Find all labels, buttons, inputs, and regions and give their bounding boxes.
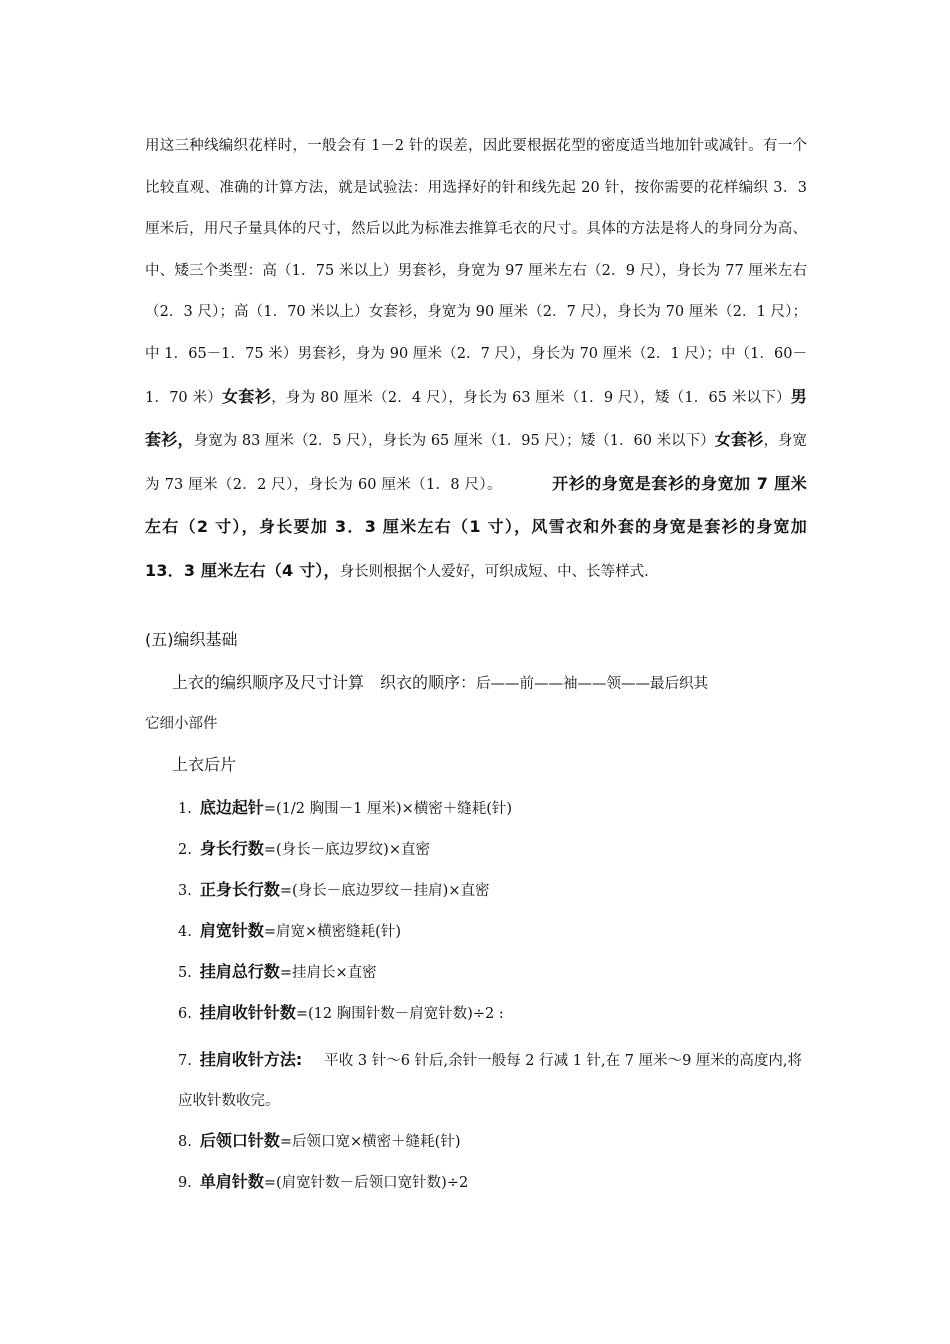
item-number: 5. <box>178 965 192 981</box>
item-formula: =后领口宽×横密＋缝耗(针) <box>279 1134 461 1150</box>
item-formula: =(身长－底边罗纹－挂肩)×直密 <box>279 883 490 899</box>
item-key: 底边起针 <box>199 798 264 817</box>
intro-text-4: ，身宽为 73 厘米（2．2 尺），身长为 60 厘米（1．8 尺）。 <box>145 433 808 493</box>
order-line <box>172 670 708 693</box>
list-item <box>178 795 512 818</box>
intro-text-5: 身长则根据个人爱好，可织成短、中、长等样式. <box>339 563 649 580</box>
intro-bold-4: 开衫的身宽是套衫的身宽加 7 厘米左右（2 寸），身长要加 3．3 厘米左右（1 寸），风雪衣和外套的身宽是套衫的身宽加 13．3 厘米左右（4 寸）， <box>145 473 807 580</box>
item-number: 1. <box>178 801 192 817</box>
item-key: 身长行数 <box>199 839 264 858</box>
intro-bold-3: 女套衫 <box>714 430 764 450</box>
order-text-2: 它细小部件 <box>145 716 218 732</box>
intro-paragraph <box>145 126 807 594</box>
item-number: 3. <box>178 883 192 899</box>
list-item <box>178 836 430 859</box>
intro-text-1: 用这三种线编织花样时，一般会有 1－2 针的误差，因此要根据花型的密度适当地加针或减针。有一个比较直观、准确的计算方法，就是试验法：用选择好的针和线先起 20 针，按你需要的花样编织 3．3 厘米后，用尺子量具体的尺寸，然后以此为标准去推算毛衣的尺寸。具体的方法是将人的身同分为高、中、矮三个类型：高（1．75 米以上）男套衫，身宽为 97 厘米左右（2．9 尺），身长为 77 厘米左右（2．3 尺）；高（1．70 米以上）女套衫，身宽为 90 厘米（2．7 尺），身长为 70 厘米（2．1 尺）；中 1．65－1．75 米）男套衫，身为 90 厘米（2．7 尺），身长为 70 厘米（2．1 尺）；中（1．60－1．70 米） <box>145 138 807 406</box>
item-formula: =(1/2 胸围－1 厘米)×横密＋缝耗(针) <box>263 801 513 817</box>
back-piece-heading: 上衣后片 <box>172 755 237 774</box>
list-item <box>178 877 489 900</box>
order-text-1: 后——前——袖——领——最后织其 <box>476 676 709 692</box>
item-key: 后领口针数 <box>199 1131 280 1150</box>
item-number: 2. <box>178 842 192 858</box>
list-item <box>178 1000 504 1023</box>
list-item <box>178 1169 468 1192</box>
item-key: 肩宽针数 <box>199 921 264 940</box>
intro-text-3: 身宽为 83 厘米（2．5 尺），身长为 65 厘米（1．95 尺）；矮（1．60 米以下） <box>193 433 715 450</box>
item-formula: =(肩宽针数－后领口宽针数)÷2 <box>263 1175 469 1191</box>
item-key: 挂肩总行数 <box>199 962 280 981</box>
item-formula: =(身长－底边罗纹)×直密 <box>263 842 430 858</box>
order-heading: 上衣的编织顺序及尺寸计算 织衣的顺序： <box>172 673 477 692</box>
item-key: 挂肩收针方法: <box>199 1050 303 1069</box>
item-formula: =挂肩长×直密 <box>279 965 377 981</box>
intro-bold-2: 男套衫， <box>145 386 807 450</box>
list-item <box>178 918 401 941</box>
list-item <box>178 959 377 982</box>
item-number: 7. <box>178 1053 192 1069</box>
intro-bold-1: 女套衫 <box>221 386 272 406</box>
item-number: 4. <box>178 924 192 940</box>
item-number: 6. <box>178 1006 192 1022</box>
item-formula: =(12 胸围针数－肩宽针数)÷2 : <box>295 1006 504 1022</box>
section-heading: (五)编织基础 <box>145 630 238 649</box>
intro-text-2: ，身为 80 厘米（2．4 尺），身长为 63 厘米（1．9 尺），矮（1．65 米以下） <box>271 389 791 406</box>
list-item <box>178 1128 460 1151</box>
item-key: 单肩针数 <box>199 1172 264 1191</box>
item-formula: 平收 3 针～6 针后,余针一般每 2 行减 1 针,在 7 厘米～9 厘米的高度内,将应收针数收完。 <box>178 1053 803 1109</box>
item-key: 正身长行数 <box>199 880 280 899</box>
list-item <box>178 1040 808 1121</box>
item-number: 8. <box>178 1134 192 1150</box>
item-number: 9. <box>178 1175 192 1191</box>
item-key: 挂肩收针针数 <box>199 1003 296 1022</box>
item-formula: =肩宽×横密缝耗(针) <box>263 924 401 940</box>
